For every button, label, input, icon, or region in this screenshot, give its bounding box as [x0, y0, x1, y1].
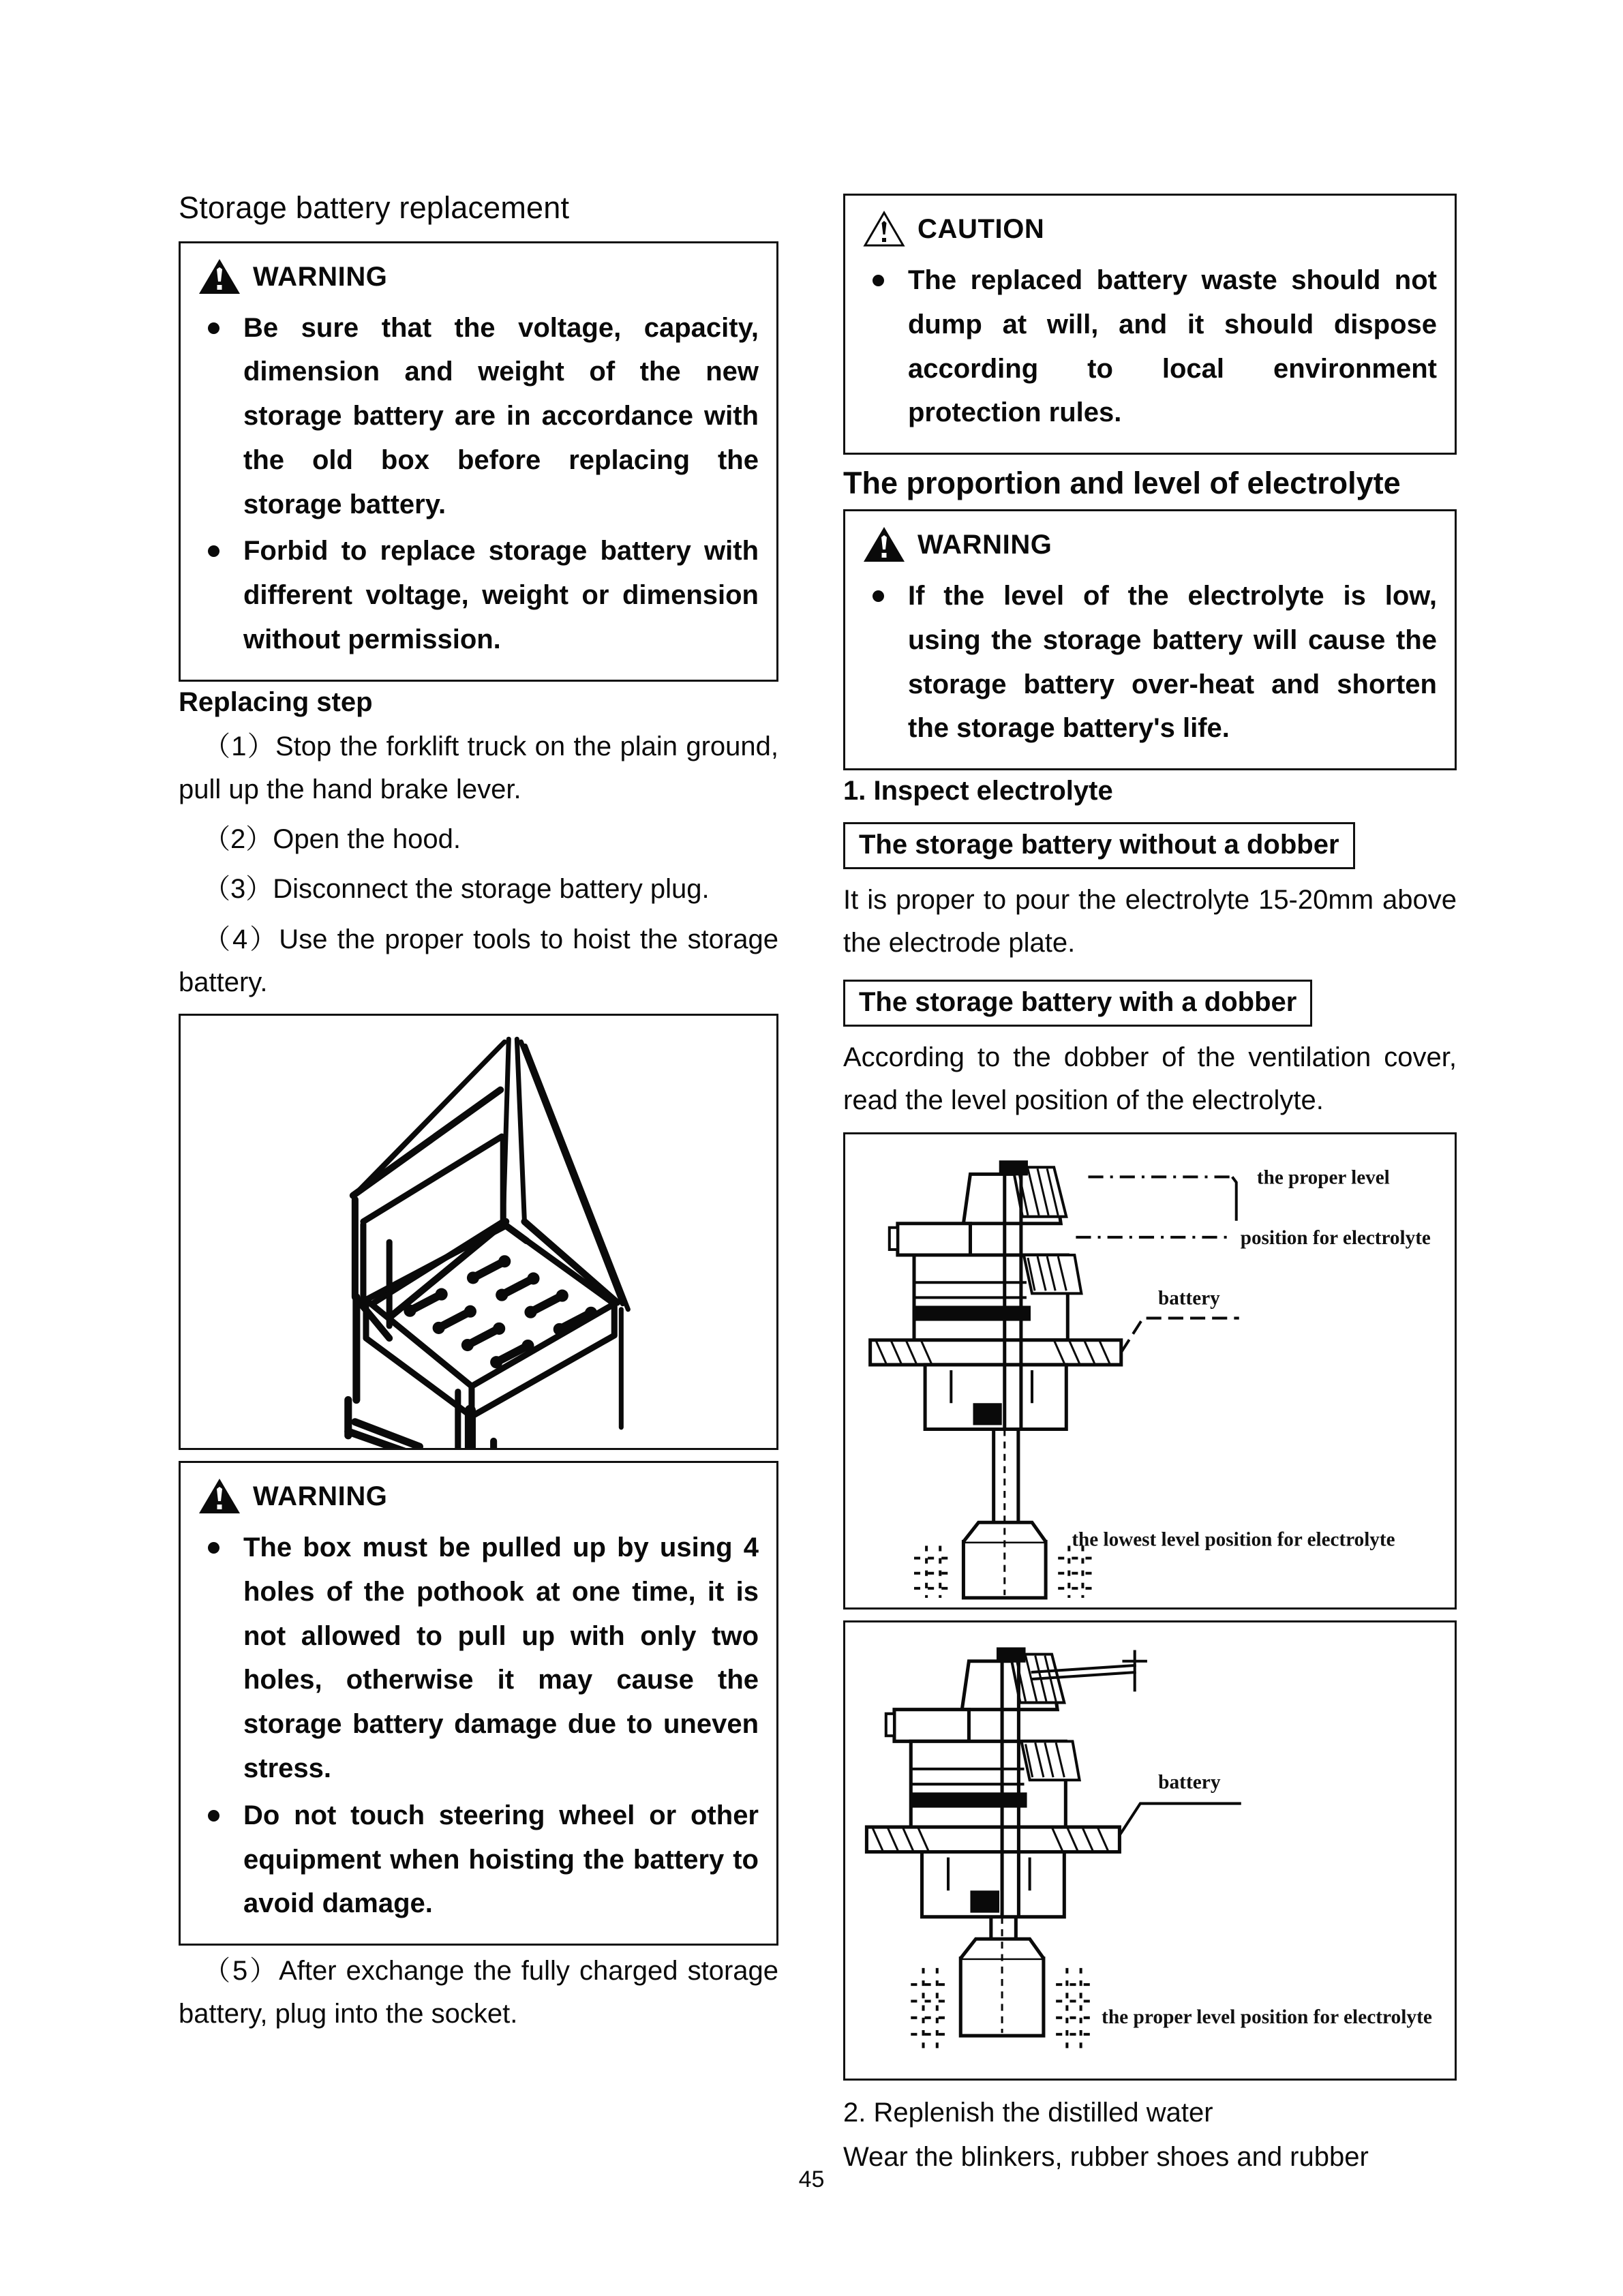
figure-label: battery: [1158, 1770, 1221, 1793]
warning-item-list: [198, 306, 759, 662]
step-2: （2）Open the hood.: [203, 824, 461, 855]
left-column: [179, 191, 778, 2043]
step-5: （5）After exchange the fully charged storage battery, plug into the socket.: [179, 1956, 778, 2029]
step-3: （3）Disconnect the storage battery plug.: [203, 874, 710, 905]
step-4: （4）Use the proper tools to hoist the storage battery.: [179, 924, 778, 997]
battery-box-hoisting-illustration: [179, 1014, 778, 1450]
figure-label: battery: [1158, 1287, 1220, 1310]
list-item: Be sure that the voltage, capacity, dimension and weight of the new storage battery are in accordance with the old box before replacing the storage battery.: [198, 306, 759, 527]
warning-label: WARNING: [253, 261, 388, 292]
warning-box-battery-spec: [179, 241, 778, 682]
list-item: Do not touch steering wheel or other equipment when hoisting the battery to avoid damage.: [198, 1794, 759, 1926]
right-column: [843, 191, 1457, 2186]
warning-triangle-icon: [863, 526, 905, 563]
caution-triangle-icon: [863, 211, 905, 247]
list-item: The box must be pulled up by using 4 holes of the pothook at one time, it is not allowed to pull up with only two holes, otherwise it may cause the storage battery damage due to uneven stress.: [198, 1526, 759, 1791]
caption-with-dobber: The storage battery with a dobber: [843, 980, 1312, 1027]
list-item: The replaced battery waste should not dump at will, and it should dispose according to local environment protection rules.: [863, 258, 1437, 435]
inspect-electrolyte-heading: 1. Inspect electrolyte: [843, 776, 1113, 806]
warning-triangle-icon: [198, 1478, 241, 1515]
warning-box-electrolyte-level: [843, 509, 1457, 770]
caption-without-dobber: The storage battery without a dobber: [843, 822, 1355, 869]
electrolyte-section-title: The proportion and level of electrolyte: [843, 466, 1401, 501]
replenish-heading: 2. Replenish the distilled water: [843, 2097, 1213, 2128]
page-number: 45: [798, 2166, 825, 2192]
warning-item-list: [863, 574, 1437, 751]
caution-label: CAUTION: [917, 214, 1045, 244]
caution-header: [863, 211, 1437, 247]
dobber-electrolyte-level-diagram-1: [843, 1132, 1457, 1610]
list-item: If the level of the electrolyte is low, using the storage battery will cause the storage battery over-heat and shorten the storage battery's life.: [863, 574, 1437, 751]
warning-triangle-icon: [198, 258, 241, 295]
page-title: Storage battery replacement: [179, 190, 570, 225]
warning-header: [198, 258, 759, 295]
caution-item-list: [863, 258, 1437, 435]
warning-item-list: [198, 1526, 759, 1926]
list-item: Forbid to replace storage battery with different voltage, weight or dimension without permission.: [198, 529, 759, 661]
warning-header: [863, 526, 1437, 563]
warning-label: WARNING: [253, 1481, 388, 1511]
figure-label: the proper level: [1256, 1166, 1390, 1189]
without-dobber-text: It is proper to pour the electrolyte 15-20mm above the electrode plate.: [843, 885, 1457, 958]
warning-label: WARNING: [917, 530, 1052, 560]
replacing-step-heading: Replacing step: [179, 686, 373, 717]
step-1: （1）Stop the forklift truck on the plain ground, pull up the hand brake lever.: [179, 731, 778, 805]
warning-header: [198, 1478, 759, 1515]
figure-label: the proper level position for electrolyte: [1102, 2006, 1432, 2028]
warning-box-hoisting: [179, 1461, 778, 1946]
dobber-electrolyte-level-diagram-2: [843, 1620, 1457, 2081]
with-dobber-text: According to the dobber of the ventilation cover, read the level position of the electrolyte.: [843, 1042, 1457, 1116]
figure-label: position for electrolyte: [1240, 1226, 1431, 1249]
caution-box-battery-waste: [843, 194, 1457, 455]
figure-label: the lowest level position for electrolyte: [1072, 1528, 1395, 1551]
replenish-text: Wear the blinkers, rubber shoes and rubber: [843, 2141, 1369, 2172]
